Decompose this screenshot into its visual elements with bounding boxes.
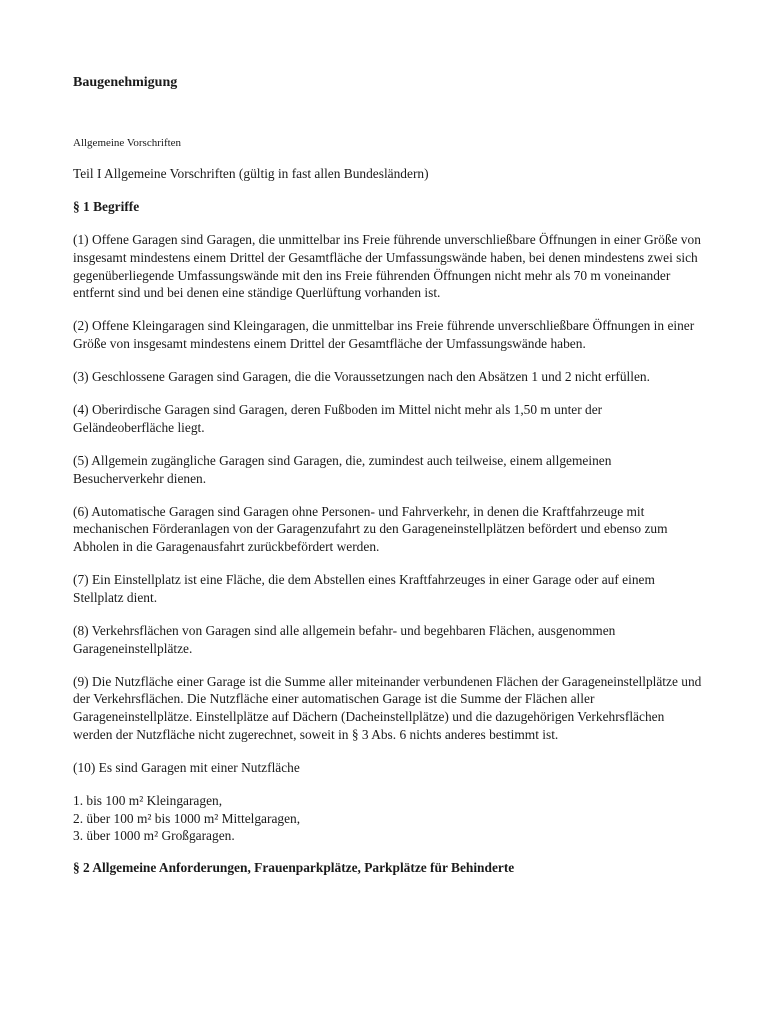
part-title: Teil I Allgemeine Vorschriften (gültig in fast allen Bundesländern) (73, 166, 429, 181)
paragraph-7: (7) Ein Einstellplatz ist eine Fläche, die dem Abstellen eines Kraftfahrzeuges in einer Garage oder auf einem Stellplatz dient. (73, 572, 655, 605)
paragraph-9: (9) Die Nutzfläche einer Garage ist die Summe aller miteinander verbundenen Flächen der Garageneinstellplätze und der Verkehrsflächen. Die Nutzfläche einer automatischen Garage ist die Summe der Flächen aller Garageneinstellplätze. Einstellplätze auf Dächern (Dacheinstellplätze) und die dazugehörigen Verkehrsflächen werden der Nutzfläche nicht zugerechnet, soweit in § 3 Abs. 6 nichts anderes bestimmt ist. (73, 673, 702, 742)
section-label: Allgemeine Vorschriften (73, 137, 182, 149)
paragraph-4: (4) Oberirdische Garagen sind Garagen, deren Fußboden im Mittel nicht mehr als 1,50 m unter der Geländeoberfläche liegt. (73, 402, 603, 435)
paragraph-1: (1) Offene Garagen sind Garagen, die unmittelbar ins Freie führende unverschließbare Öffnungen in einer Größe von insgesamt mindestens einem Drittel der Gesamtfläche der Umfassungswände haben, bei denen mindestens zwei sich gegenüberliegende Umfassungswände mit den ins Freie führenden Öffnungen nicht mehr als 70 m voneinander entfernt sind und bei denen eine ständige Querlüftung vorhanden ist. (73, 232, 701, 301)
document-title: Baugenehmigung (73, 75, 178, 90)
size-class-list (73, 792, 703, 845)
list-item: 2. über 100 m² bis 1000 m² Mittelgaragen, (73, 810, 301, 826)
section2-heading: § 2 Allgemeine Anforderungen, Frauenparkplätze, Parkplätze für Behinderte (73, 859, 515, 875)
paragraph-3: (3) Geschlossene Garagen sind Garagen, die die Voraussetzungen nach den Absätzen 1 und 2 nicht erfüllen. (73, 369, 650, 385)
paragraph-5: (5) Allgemein zugängliche Garagen sind Garagen, die, zumindest auch teilweise, einem allgemeinen Besucherverkehr dienen. (73, 453, 612, 486)
document-body (73, 165, 703, 892)
section1-heading: § 1 Begriffe (73, 199, 140, 215)
paragraph-6: (6) Automatische Garagen sind Garagen ohne Personen- und Fahrverkehr, in denen die Kraftfahrzeuge mit mechanischen Förderanlagen von der Garagenzufahrt zu den Garageneinstellplätzen befördert und ebenso zum Abholen in die Garagenausfahrt zurückbefördert werden. (73, 503, 668, 555)
paragraph-2: (2) Offene Kleingaragen sind Kleingaragen, die unmittelbar ins Freie führende unverschließbare Öffnungen in einer Größe von insgesamt mindestens einem Drittel der Gesamtfläche der Umfassungswände haben. (73, 318, 695, 351)
paragraph-8: (8) Verkehrsflächen von Garagen sind alle allgemein befahr- und begehbaren Flächen, ausgenommen Garageneinstellplätze. (73, 623, 616, 656)
list-item: 1. bis 100 m² Kleingaragen, (73, 792, 223, 808)
paragraph-10: (10) Es sind Garagen mit einer Nutzfläche (73, 759, 300, 775)
list-item: 3. über 1000 m² Großgaragen. (73, 828, 235, 844)
